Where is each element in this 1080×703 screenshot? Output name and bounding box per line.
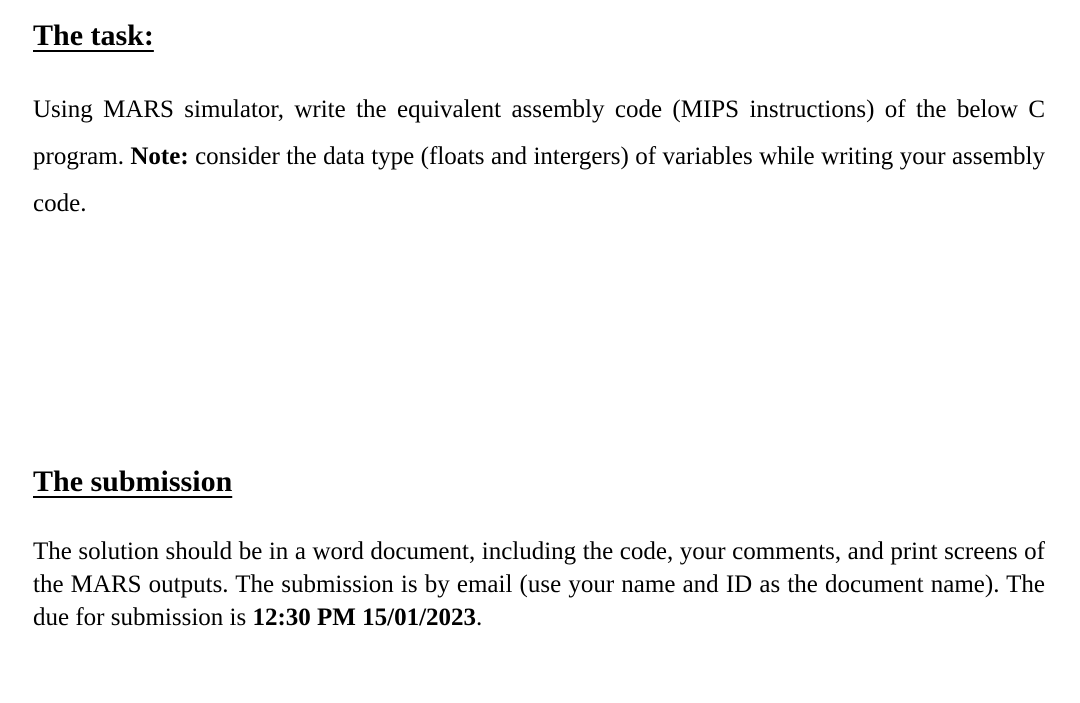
submission-paragraph: [33, 535, 1045, 634]
due-datetime: 12:30 PM 15/01/2023: [252, 604, 477, 631]
task-paragraph: [33, 86, 1045, 227]
task-text-before-note: Using MARS simulator, write the equivalent assembly code (MIPS instructions) of the below C program.: [33, 96, 1045, 170]
submission-text-before-due: The solution should be in a word document, including the code, your comments, and print screens of the MARS outputs. The submission is by email (use your name and ID as the document name). The due for submission is: [33, 538, 1045, 631]
task-heading: The task:: [33, 19, 154, 52]
submission-text-after-due: .: [476, 604, 483, 631]
task-text-after-note: consider the data type (floats and intergers) of variables while writing your assembly code.: [33, 143, 1045, 217]
note-label: Note:: [130, 143, 189, 170]
submission-heading: The submission: [33, 465, 233, 498]
